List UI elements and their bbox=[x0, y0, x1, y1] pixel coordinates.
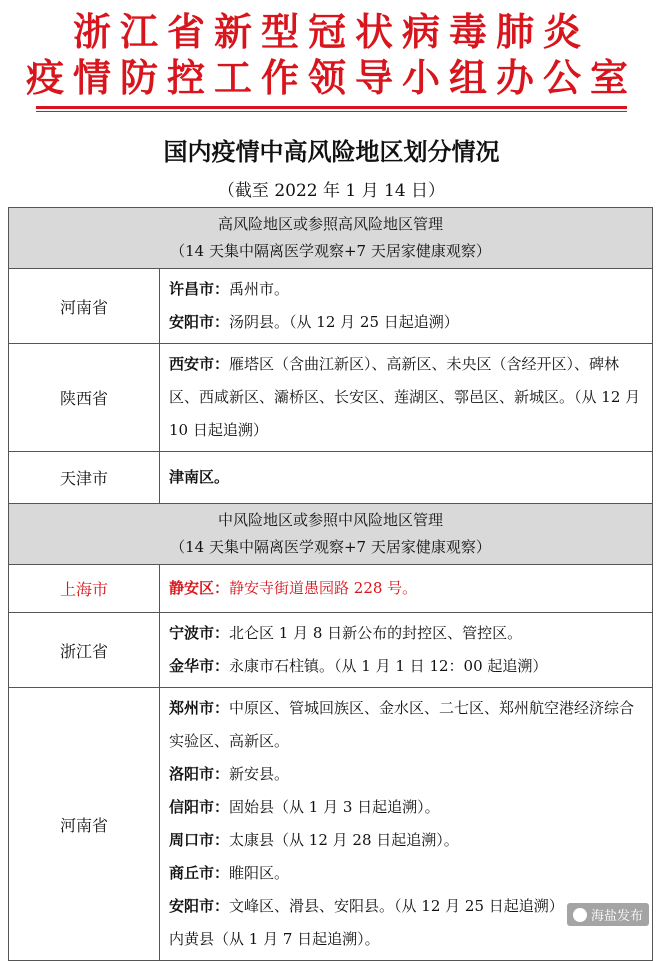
area-text: 文峰区、滑县、安阳县。（从 12 月 25 日起追溯） bbox=[229, 897, 564, 915]
province-cell: 浙江省 bbox=[9, 613, 160, 688]
area-text: 太康县（从 12 月 28 日起追溯）。 bbox=[229, 831, 459, 849]
area-text: 睢阳区。 bbox=[229, 864, 290, 882]
area-entry bbox=[169, 758, 644, 791]
watermark bbox=[567, 903, 649, 926]
city-label: 信阳市： bbox=[169, 798, 230, 816]
table-row bbox=[9, 269, 653, 344]
area-entry bbox=[169, 306, 644, 339]
table-row bbox=[9, 613, 653, 688]
high-risk-subheading: （14 天集中隔离医学观察+7 天居家健康观察） bbox=[170, 242, 491, 260]
high-risk-section-row bbox=[9, 208, 653, 269]
table-row bbox=[9, 565, 653, 613]
high-risk-section-header bbox=[9, 208, 653, 269]
wechat-icon bbox=[573, 908, 587, 922]
document-date: （截至 2022 年 1 月 14 日） bbox=[217, 181, 446, 201]
city-label: 宁波市： bbox=[169, 624, 230, 642]
risk-area-table bbox=[8, 207, 653, 961]
area-entry bbox=[169, 617, 644, 650]
city-label: 西安市： bbox=[169, 355, 230, 373]
area-text: 北仑区 1 月 8 日新公布的封控区、管控区。 bbox=[229, 624, 523, 642]
city-label: 许昌市： bbox=[169, 280, 230, 298]
area-detail-cell bbox=[160, 344, 653, 452]
document-title: 国内疫情中高风险地区划分情况 bbox=[163, 138, 500, 166]
table-row bbox=[9, 452, 653, 504]
area-text: 津南区。 bbox=[169, 468, 230, 486]
area-entry bbox=[169, 923, 644, 956]
medium-risk-subheading: （14 天集中隔离医学观察+7 天居家健康观察） bbox=[170, 538, 491, 556]
province-cell: 河南省 bbox=[9, 269, 160, 344]
area-entry bbox=[169, 348, 644, 447]
province-cell: 上海市 bbox=[9, 565, 160, 613]
header-rule-thin bbox=[36, 111, 627, 112]
city-label: 郑州市： bbox=[169, 699, 230, 717]
medium-risk-section-header bbox=[9, 504, 653, 565]
area-entry bbox=[169, 857, 644, 890]
watermark-text: 海盐发布 bbox=[590, 909, 643, 924]
city-label: 商丘市： bbox=[169, 864, 230, 882]
area-text: 中原区、管城回族区、金水区、二七区、郑州航空港经济综合实验区、高新区。 bbox=[169, 699, 635, 750]
area-entry bbox=[169, 650, 644, 683]
medium-risk-heading: 中风险地区或参照中风险地区管理 bbox=[217, 511, 443, 529]
city-label: 金华市： bbox=[169, 657, 230, 675]
city-label: 静安区： bbox=[169, 579, 230, 597]
area-text: 禹州市。 bbox=[229, 280, 290, 298]
area-text: 静安寺街道愚园路 228 号。 bbox=[229, 579, 418, 597]
area-text: 新安县。 bbox=[229, 765, 290, 783]
area-text: 内黄县（从 1 月 7 日起追溯）。 bbox=[169, 930, 380, 948]
city-label: 安阳市： bbox=[169, 313, 230, 331]
area-detail-cell bbox=[160, 269, 653, 344]
city-label: 安阳市： bbox=[169, 897, 230, 915]
medium-risk-section-row bbox=[9, 504, 653, 565]
table-row bbox=[9, 344, 653, 452]
province-cell: 天津市 bbox=[9, 452, 160, 504]
high-risk-heading: 高风险地区或参照高风险地区管理 bbox=[217, 215, 443, 233]
office-header-line-2: 疫情防控工作领导小组办公室 bbox=[25, 56, 637, 100]
province-cell: 陕西省 bbox=[9, 344, 160, 452]
province-cell: 河南省 bbox=[9, 688, 160, 961]
area-detail-cell bbox=[160, 565, 653, 613]
area-text: 固始县（从 1 月 3 日起追溯）。 bbox=[229, 798, 440, 816]
table-row bbox=[9, 688, 653, 961]
area-entry bbox=[169, 273, 644, 306]
area-entry bbox=[169, 692, 644, 758]
area-detail-cell bbox=[160, 613, 653, 688]
city-label: 周口市： bbox=[169, 831, 230, 849]
city-label: 洛阳市： bbox=[169, 765, 230, 783]
area-entry bbox=[169, 791, 644, 824]
area-entry bbox=[169, 824, 644, 857]
area-text: 雁塔区（含曲江新区）、高新区、未央区（含经开区）、碑林区、西咸新区、灞桥区、长安区、莲湖区、鄠邑区、新城区。（从 12 月 10 日起追溯） bbox=[169, 355, 641, 439]
office-header-line-1: 浙江省新型冠状病毒肺炎 bbox=[72, 10, 590, 54]
header-rule-thick bbox=[36, 106, 627, 109]
area-text: 汤阴县。（从 12 月 25 日起追溯） bbox=[229, 313, 459, 331]
area-text: 永康市石柱镇。（从 1 月 1 日 12：00 起追溯） bbox=[229, 657, 548, 675]
area-detail-cell bbox=[160, 452, 653, 504]
